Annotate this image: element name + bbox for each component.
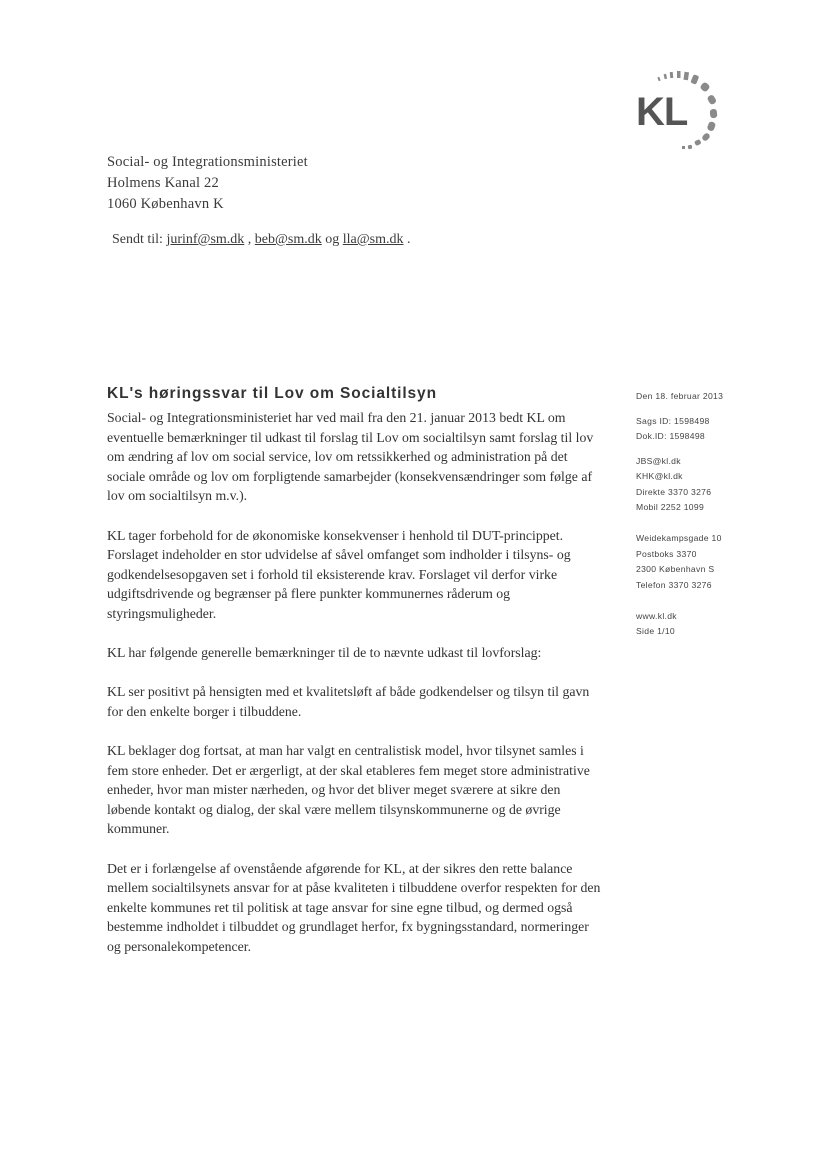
sent-to-prefix: Sendt til: [112,232,167,247]
separator: , [244,232,255,247]
recipient-line: Social- og Integrationsministeriet [107,154,308,170]
kl-logo-text: KL [636,90,688,134]
email-link-beb[interactable]: beb@sm.dk [254,232,322,247]
kl-logo [628,66,738,158]
recipient-address [107,152,308,215]
mobile-phone: Mobil 2252 1099 [636,502,705,512]
recipient-line: 1060 København K [107,196,224,212]
document-body [107,408,605,976]
separator: og [321,232,343,247]
sender-info-sidebar [636,389,723,640]
body-paragraph: KL beklager dog fortsat, at man har valgt en centralistisk model, hvor tilsynet samles i fem store enheder. Det er ærgerligt, at der skal etableres fem meget store administrative enheder, hvor man mister nærheden, og hvor det bliver meget sværere at sikre den løbende kontakt og dialog, der skal være mellem tilsynskommunerne og de øvrige kommuner. [107,743,590,837]
recipient-line: Holmens Kanal 22 [107,175,219,191]
direct-phone: Direkte 3370 3276 [636,486,712,497]
separator: . [403,232,411,247]
sender-postbox: Postboks 3370 [636,548,697,559]
contact-email-khk: KHK@kl.dk [636,471,683,481]
page-number: Side 1/10 [636,626,676,636]
document-id: Dok.ID: 1598498 [636,431,705,441]
case-id: Sags ID: 1598498 [636,415,710,426]
email-link-lla[interactable]: lla@sm.dk [342,232,404,247]
sender-phone: Telefon 3370 3276 [636,579,712,590]
document-title: KL's høringssvar til Lov om Socialtilsyn [107,385,437,402]
body-paragraph: Det er i forlængelse af ovenstående afgørende for KL, at der sikres den rette balance mellem socialtilsynets ansvar for at påse kvaliteten i tilbuddene overfor respekten for den enkelte kommunes ret til politisk at tage ansvar for sine egne tilbud, og dermed også bestemme indholdet i tilbuddet og grundlaget herfor, fx bygningsstandard, normeringer og personalekompetencer. [107,860,601,955]
sent-to-line [112,232,410,248]
body-paragraph: KL tager forbehold for de økonomiske konsekvenser i henhold til DUT-princippet. Forslaget indeholder en stor udvidelse af såvel omfanget som indholder i tilsyns- og godkendelsesopgaven set i forhold til eksisterende krav. Forslaget vil derfor virke udgiftsdrivende og begrænser på flere punkter kommunernes råderum og styringsmuligheder. [107,527,571,621]
sender-street: Weidekampsgade 10 [636,533,722,543]
letter-date: Den 18. februar 2013 [636,391,724,401]
contact-email-jbs: JBS@kl.dk [636,455,681,466]
email-link-jurinf[interactable]: jurinf@sm.dk [166,232,245,247]
body-paragraph: Social- og Integrationsministeriet har ved mail fra den 21. januar 2013 bedt KL om eventuelle bemærkninger til udkast til forslag til Lov om socialtilsyn samt forslag til lov om ændring af lov om social service, lov om retssikkerhed og administration på det sociale område og lov om forpligtende samarbejder (konsekvensændringer som følge af lov om socialtilsyn m.v.). [107,410,594,504]
website: www.kl.dk [636,610,677,621]
sender-city: 2300 København S [636,564,715,574]
body-paragraph: KL har følgende generelle bemærkninger til de to nævnte udkast til lovforslag: [107,645,542,661]
body-paragraph: KL ser positivt på hensigten med et kvalitetsløft af både godkendelser og tilsyn til gavn for den enkelte borger i tilbuddene. [107,684,590,719]
